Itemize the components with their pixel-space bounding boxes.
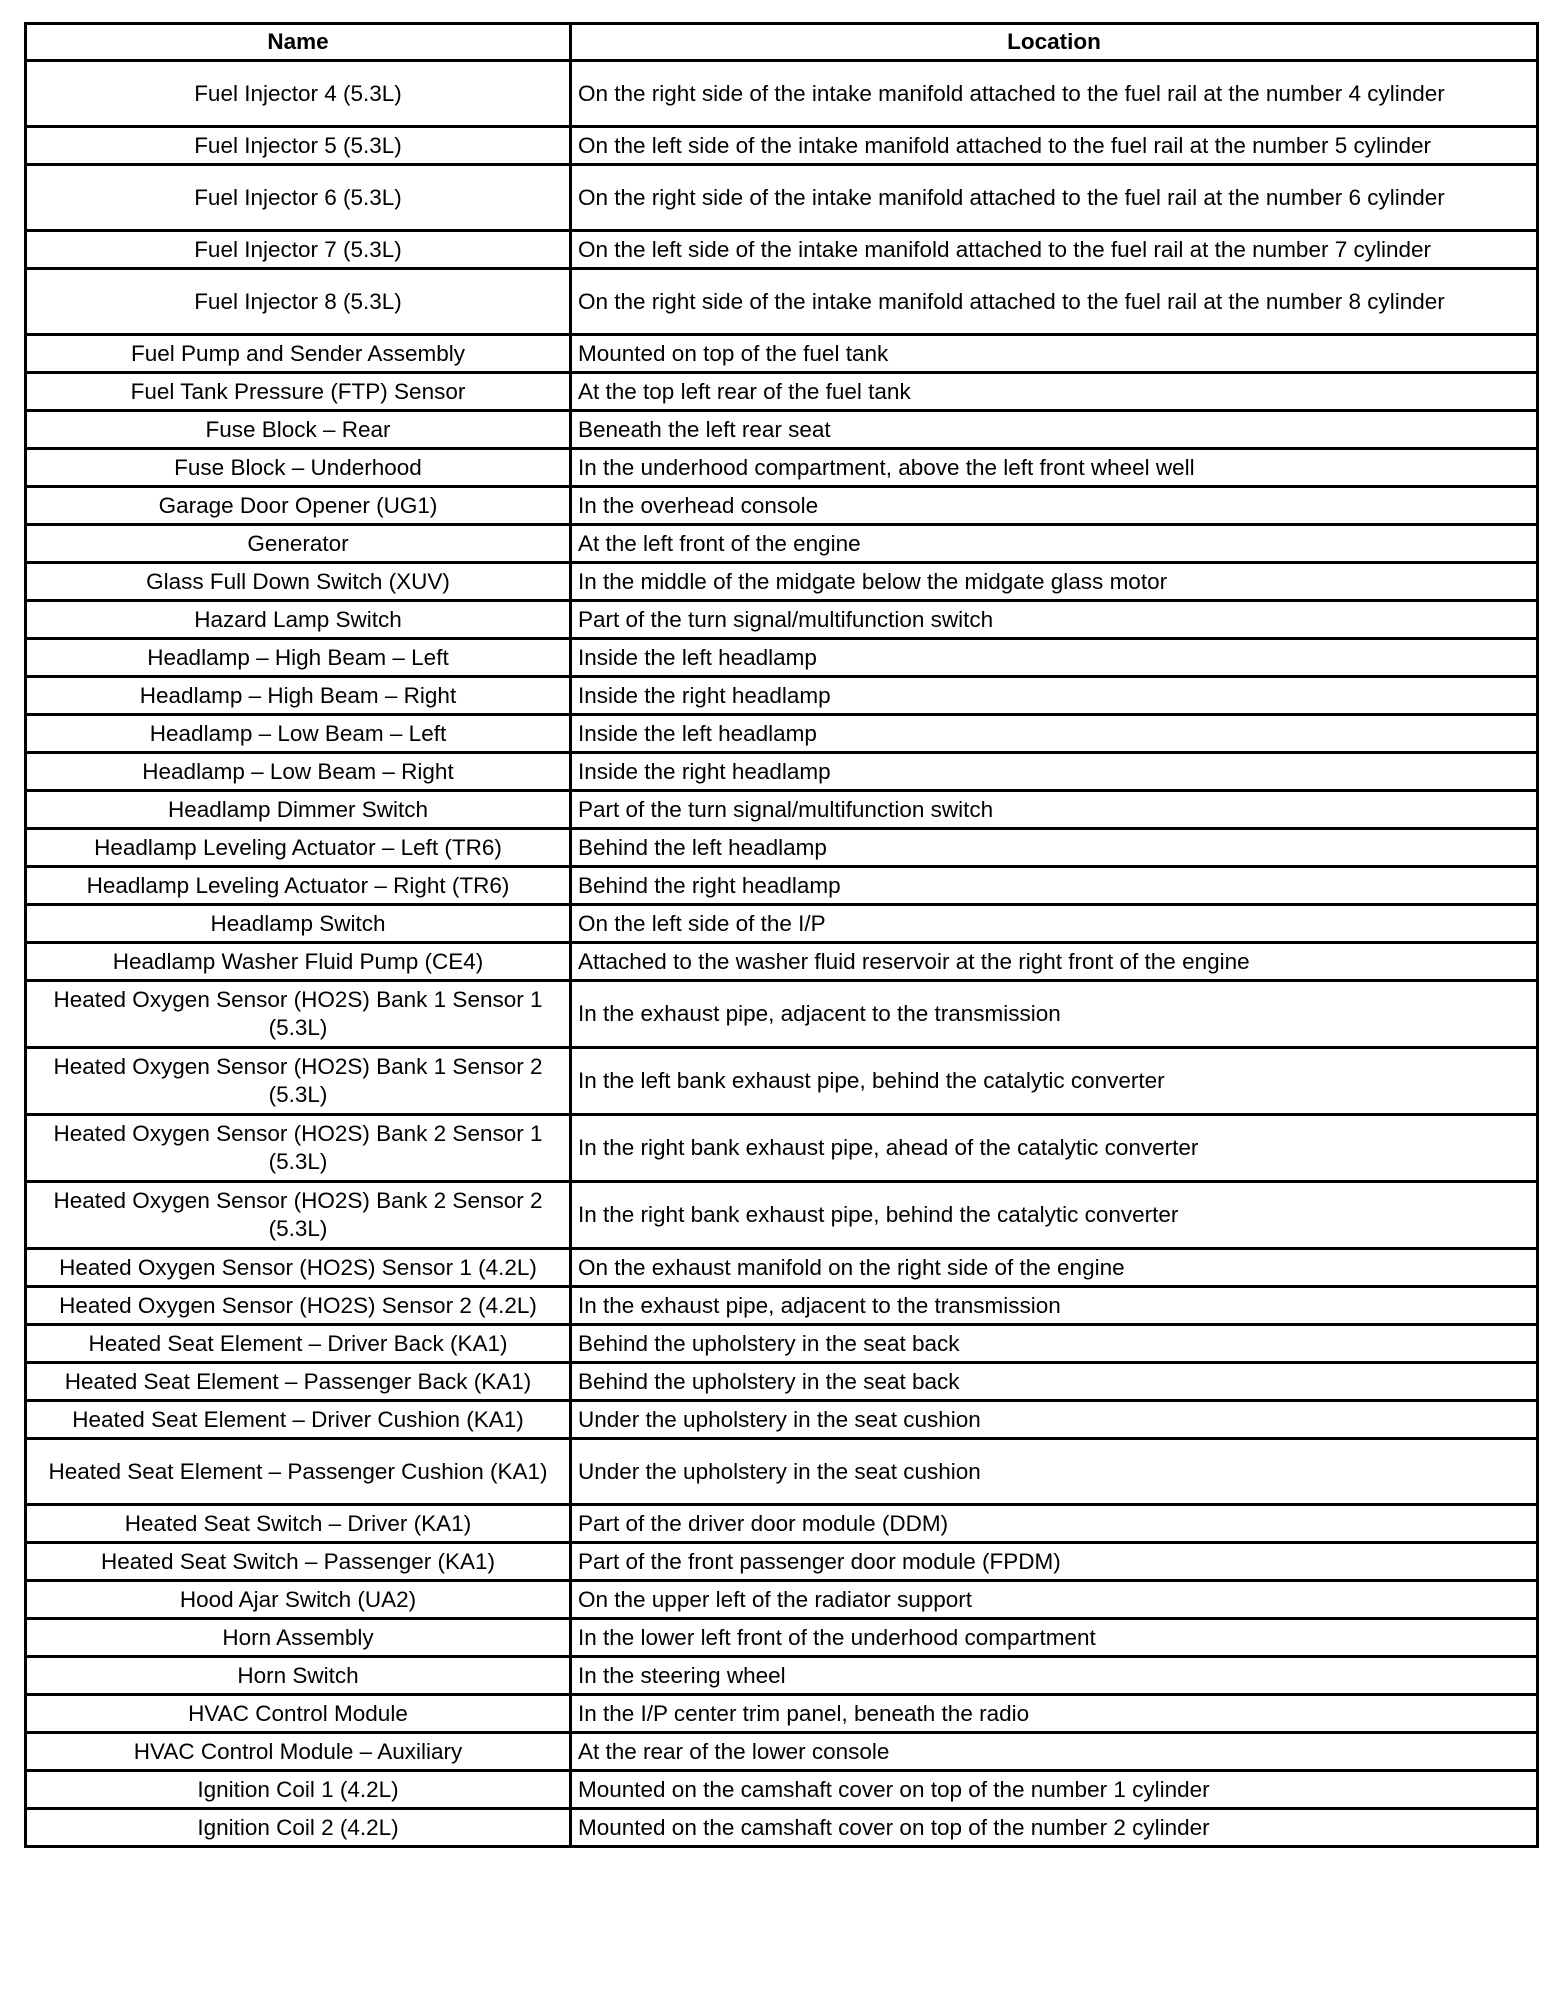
component-location-cell: At the rear of the lower console xyxy=(571,1733,1538,1771)
table-row xyxy=(26,563,1538,601)
component-location-cell: Inside the right headlamp xyxy=(571,753,1538,791)
table-row xyxy=(26,269,1538,335)
component-name-cell: Heated Oxygen Sensor (HO2S) Bank 2 Sensor 1 (5.3L) xyxy=(26,1115,571,1182)
table-row xyxy=(26,829,1538,867)
component-location-cell: On the left side of the intake manifold attached to the fuel rail at the number 7 cylinder xyxy=(571,231,1538,269)
table-row xyxy=(26,1505,1538,1543)
table-row xyxy=(26,1543,1538,1581)
component-name-cell: Heated Seat Element – Driver Cushion (KA1) xyxy=(26,1401,571,1439)
table-row xyxy=(26,335,1538,373)
component-name-cell: Horn Assembly xyxy=(26,1619,571,1657)
table-row xyxy=(26,601,1538,639)
table-row xyxy=(26,981,1538,1048)
component-name-cell: Heated Seat Element – Passenger Back (KA1) xyxy=(26,1363,571,1401)
component-name-cell: Heated Oxygen Sensor (HO2S) Sensor 2 (4.2L) xyxy=(26,1287,571,1325)
component-location-cell: In the I/P center trim panel, beneath the radio xyxy=(571,1695,1538,1733)
table-row xyxy=(26,1581,1538,1619)
component-location-cell: Inside the right headlamp xyxy=(571,677,1538,715)
component-location-cell: Part of the turn signal/multifunction switch xyxy=(571,601,1538,639)
component-location-cell: Attached to the washer fluid reservoir at the right front of the engine xyxy=(571,943,1538,981)
table-row xyxy=(26,753,1538,791)
table-row xyxy=(26,525,1538,563)
component-name-cell: Fuel Injector 4 (5.3L) xyxy=(26,61,571,127)
component-name-cell: Headlamp – High Beam – Right xyxy=(26,677,571,715)
component-location-cell: In the overhead console xyxy=(571,487,1538,525)
component-name-cell: Ignition Coil 1 (4.2L) xyxy=(26,1771,571,1809)
table-row xyxy=(26,867,1538,905)
component-location-cell: In the exhaust pipe, adjacent to the transmission xyxy=(571,981,1538,1048)
component-location-cell: On the upper left of the radiator support xyxy=(571,1581,1538,1619)
component-location-cell: In the right bank exhaust pipe, behind the catalytic converter xyxy=(571,1182,1538,1249)
table-row xyxy=(26,639,1538,677)
component-location-cell: On the right side of the intake manifold attached to the fuel rail at the number 8 cylinder xyxy=(571,269,1538,335)
table-row xyxy=(26,1439,1538,1505)
table-row xyxy=(26,1809,1538,1847)
component-name-cell: Heated Seat Switch – Passenger (KA1) xyxy=(26,1543,571,1581)
component-name-cell: Fuse Block – Rear xyxy=(26,411,571,449)
component-name-cell: Headlamp – Low Beam – Right xyxy=(26,753,571,791)
table-row xyxy=(26,373,1538,411)
component-name-cell: Generator xyxy=(26,525,571,563)
component-location-cell: Behind the left headlamp xyxy=(571,829,1538,867)
table-row xyxy=(26,1325,1538,1363)
component-name-cell: Fuel Injector 6 (5.3L) xyxy=(26,165,571,231)
table-row xyxy=(26,1733,1538,1771)
component-name-cell: Fuel Injector 5 (5.3L) xyxy=(26,127,571,165)
component-location-cell: At the top left rear of the fuel tank xyxy=(571,373,1538,411)
component-name-cell: Headlamp Leveling Actuator – Right (TR6) xyxy=(26,867,571,905)
component-location-cell: Beneath the left rear seat xyxy=(571,411,1538,449)
component-name-cell: Headlamp Washer Fluid Pump (CE4) xyxy=(26,943,571,981)
component-name-cell: Heated Seat Element – Driver Back (KA1) xyxy=(26,1325,571,1363)
component-location-cell: Mounted on top of the fuel tank xyxy=(571,335,1538,373)
component-name-cell: Hazard Lamp Switch xyxy=(26,601,571,639)
component-name-cell: HVAC Control Module – Auxiliary xyxy=(26,1733,571,1771)
column-header-name: Name xyxy=(26,24,571,61)
table-row xyxy=(26,1363,1538,1401)
component-location-cell: Part of the driver door module (DDM) xyxy=(571,1505,1538,1543)
table-row xyxy=(26,449,1538,487)
component-location-cell: In the left bank exhaust pipe, behind the catalytic converter xyxy=(571,1048,1538,1115)
component-name-cell: Fuel Injector 7 (5.3L) xyxy=(26,231,571,269)
table-row xyxy=(26,905,1538,943)
component-name-cell: Fuel Injector 8 (5.3L) xyxy=(26,269,571,335)
component-location-cell: On the left side of the I/P xyxy=(571,905,1538,943)
component-location-cell: In the steering wheel xyxy=(571,1657,1538,1695)
table-row xyxy=(26,677,1538,715)
component-location-cell: Inside the left headlamp xyxy=(571,715,1538,753)
header-row xyxy=(26,24,1538,61)
table-row xyxy=(26,1771,1538,1809)
component-location-cell: Behind the upholstery in the seat back xyxy=(571,1325,1538,1363)
component-location-cell: In the lower left front of the underhood compartment xyxy=(571,1619,1538,1657)
component-location-cell: In the exhaust pipe, adjacent to the transmission xyxy=(571,1287,1538,1325)
component-location-cell: Mounted on the camshaft cover on top of the number 1 cylinder xyxy=(571,1771,1538,1809)
component-name-cell: Heated Seat Element – Passenger Cushion (KA1) xyxy=(26,1439,571,1505)
component-name-cell: Fuel Pump and Sender Assembly xyxy=(26,335,571,373)
table-row xyxy=(26,1249,1538,1287)
component-name-cell: Headlamp Switch xyxy=(26,905,571,943)
component-location-cell: On the right side of the intake manifold attached to the fuel rail at the number 4 cylinder xyxy=(571,61,1538,127)
table-row xyxy=(26,61,1538,127)
table-row xyxy=(26,943,1538,981)
component-location-cell: Under the upholstery in the seat cushion xyxy=(571,1439,1538,1505)
component-name-cell: Heated Oxygen Sensor (HO2S) Bank 1 Sensor 2 (5.3L) xyxy=(26,1048,571,1115)
table-row xyxy=(26,487,1538,525)
component-locator-table xyxy=(24,22,1539,1848)
component-location-cell: Under the upholstery in the seat cushion xyxy=(571,1401,1538,1439)
component-location-cell: At the left front of the engine xyxy=(571,525,1538,563)
component-name-cell: Fuse Block – Underhood xyxy=(26,449,571,487)
table-body xyxy=(26,61,1538,1847)
table-row xyxy=(26,715,1538,753)
component-location-cell: In the middle of the midgate below the midgate glass motor xyxy=(571,563,1538,601)
component-location-cell: On the left side of the intake manifold attached to the fuel rail at the number 5 cylinder xyxy=(571,127,1538,165)
component-name-cell: Heated Seat Switch – Driver (KA1) xyxy=(26,1505,571,1543)
table-row xyxy=(26,231,1538,269)
component-name-cell: Glass Full Down Switch (XUV) xyxy=(26,563,571,601)
table-row xyxy=(26,1657,1538,1695)
component-location-cell: In the right bank exhaust pipe, ahead of the catalytic converter xyxy=(571,1115,1538,1182)
component-name-cell: Garage Door Opener (UG1) xyxy=(26,487,571,525)
table-row xyxy=(26,1619,1538,1657)
column-header-location: Location xyxy=(571,24,1538,61)
table-row xyxy=(26,127,1538,165)
component-location-cell: In the underhood compartment, above the left front wheel well xyxy=(571,449,1538,487)
component-name-cell: Ignition Coil 2 (4.2L) xyxy=(26,1809,571,1847)
component-name-cell: HVAC Control Module xyxy=(26,1695,571,1733)
component-location-cell: On the exhaust manifold on the right side of the engine xyxy=(571,1249,1538,1287)
component-name-cell: Fuel Tank Pressure (FTP) Sensor xyxy=(26,373,571,411)
table-row xyxy=(26,1115,1538,1182)
component-location-cell: Part of the turn signal/multifunction switch xyxy=(571,791,1538,829)
component-name-cell: Headlamp – High Beam – Left xyxy=(26,639,571,677)
component-name-cell: Headlamp – Low Beam – Left xyxy=(26,715,571,753)
component-location-cell: Part of the front passenger door module (FPDM) xyxy=(571,1543,1538,1581)
table-row xyxy=(26,791,1538,829)
component-location-cell: Inside the left headlamp xyxy=(571,639,1538,677)
component-location-cell: On the right side of the intake manifold attached to the fuel rail at the number 6 cylinder xyxy=(571,165,1538,231)
table-row xyxy=(26,411,1538,449)
component-location-cell: Mounted on the camshaft cover on top of the number 2 cylinder xyxy=(571,1809,1538,1847)
table-row xyxy=(26,165,1538,231)
table-row xyxy=(26,1695,1538,1733)
component-name-cell: Heated Oxygen Sensor (HO2S) Bank 2 Sensor 2 (5.3L) xyxy=(26,1182,571,1249)
table-row xyxy=(26,1048,1538,1115)
table-row xyxy=(26,1401,1538,1439)
component-name-cell: Heated Oxygen Sensor (HO2S) Bank 1 Sensor 1 (5.3L) xyxy=(26,981,571,1048)
component-location-cell: Behind the right headlamp xyxy=(571,867,1538,905)
component-name-cell: Headlamp Dimmer Switch xyxy=(26,791,571,829)
component-location-cell: Behind the upholstery in the seat back xyxy=(571,1363,1538,1401)
table-row xyxy=(26,1287,1538,1325)
component-name-cell: Headlamp Leveling Actuator – Left (TR6) xyxy=(26,829,571,867)
component-name-cell: Horn Switch xyxy=(26,1657,571,1695)
table-row xyxy=(26,1182,1538,1249)
component-name-cell: Hood Ajar Switch (UA2) xyxy=(26,1581,571,1619)
component-name-cell: Heated Oxygen Sensor (HO2S) Sensor 1 (4.2L) xyxy=(26,1249,571,1287)
